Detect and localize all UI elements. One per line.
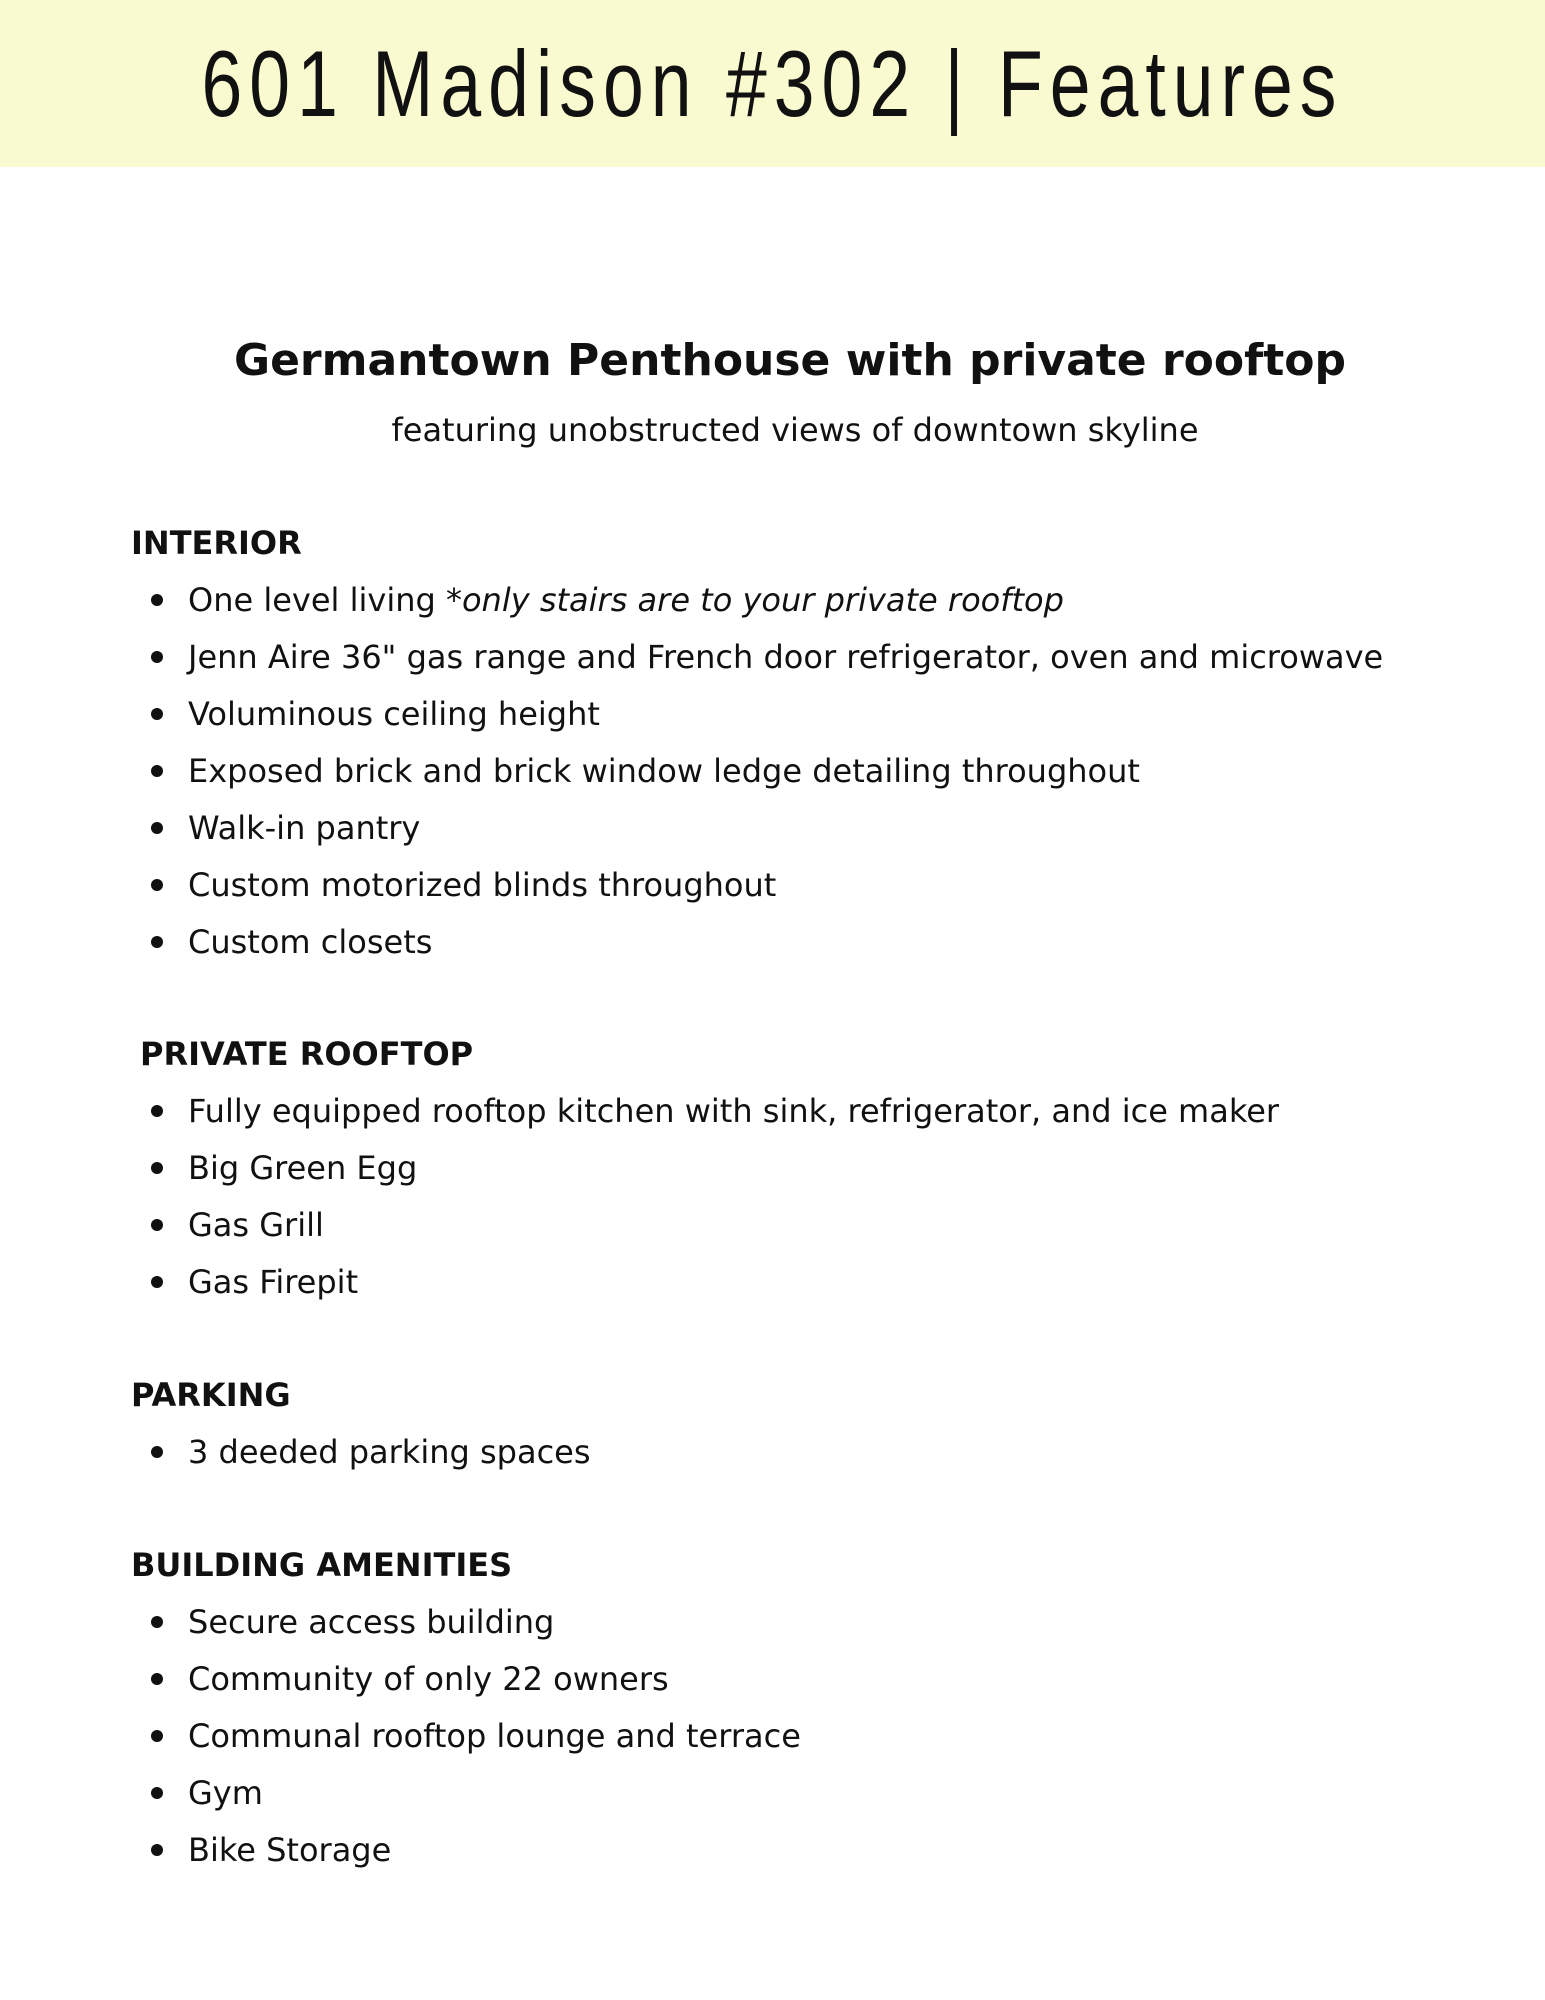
- list-item: [147, 863, 1383, 920]
- section-heading-private-rooftop: PRIVATE ROOFTOP: [140, 1035, 474, 1073]
- bullet-icon: [151, 822, 163, 834]
- list-item-text: Communal rooftop lounge and terrace: [188, 1717, 801, 1755]
- list-item: [147, 635, 1383, 692]
- list-item: [147, 806, 1383, 863]
- list-item-text: Secure access building: [188, 1603, 555, 1641]
- amenities-feature-list: [147, 1600, 801, 1885]
- list-item: [147, 1203, 1279, 1260]
- list-item-text: Gym: [188, 1774, 263, 1812]
- bullet-icon: [151, 1787, 163, 1799]
- list-item: [147, 920, 1383, 977]
- interior-feature-list: [147, 578, 1383, 977]
- bullet-icon: [151, 1162, 163, 1174]
- list-item: [147, 578, 1383, 635]
- list-item-text: Big Green Egg: [188, 1149, 418, 1187]
- bullet-icon: [151, 1446, 163, 1458]
- bullet-icon: [151, 651, 163, 663]
- page-title: 601 Madison #302 | Features: [201, 30, 1344, 136]
- document-title: Germantown Penthouse with private rooftop: [233, 335, 1347, 386]
- section-heading-interior: INTERIOR: [131, 524, 302, 562]
- bullet-icon: [151, 594, 163, 606]
- list-item: [147, 1657, 801, 1714]
- bullet-icon: [151, 1730, 163, 1742]
- list-item-text: Gas Grill: [188, 1206, 324, 1244]
- list-item-text: Fully equipped rooftop kitchen with sink, refrigerator, and ice maker: [188, 1092, 1280, 1130]
- document-subtitle: featuring unobstructed views of downtown skyline: [391, 411, 1199, 449]
- list-item-text: One level living: [188, 581, 446, 619]
- list-item-text: Custom closets: [188, 923, 433, 961]
- list-item: [147, 749, 1383, 806]
- list-item-text: Exposed brick and brick window ledge detailing throughout: [188, 752, 1140, 790]
- bullet-icon: [151, 936, 163, 948]
- bullet-icon: [151, 879, 163, 891]
- list-item: [147, 1714, 801, 1771]
- list-item-note: *only stairs are to your private rooftop: [445, 581, 1064, 619]
- list-item: [147, 692, 1383, 749]
- bullet-icon: [151, 1616, 163, 1628]
- list-item: [147, 1600, 801, 1657]
- list-item-text: Voluminous ceiling height: [188, 695, 600, 733]
- list-item-text: 3 deeded parking spaces: [188, 1433, 591, 1471]
- bullet-icon: [151, 765, 163, 777]
- bullet-icon: [151, 1844, 163, 1856]
- section-heading-parking: PARKING: [131, 1376, 291, 1414]
- list-item: [147, 1771, 801, 1828]
- list-item-text: Bike Storage: [188, 1831, 392, 1869]
- list-item-text: Gas Firepit: [188, 1263, 359, 1301]
- parking-feature-list: [147, 1430, 591, 1487]
- list-item-text: Custom motorized blinds throughout: [188, 866, 777, 904]
- list-item: [147, 1146, 1279, 1203]
- list-item: [147, 1089, 1279, 1146]
- list-item: [147, 1260, 1279, 1317]
- list-item-text: Jenn Aire 36" gas range and French door refrigerator, oven and microwave: [188, 638, 1384, 676]
- rooftop-feature-list: [147, 1089, 1279, 1317]
- bullet-icon: [151, 1276, 163, 1288]
- section-heading-building-amenities: BUILDING AMENITIES: [131, 1546, 513, 1584]
- bullet-icon: [151, 1673, 163, 1685]
- list-item-text: Community of only 22 owners: [188, 1660, 669, 1698]
- list-item: [147, 1430, 591, 1487]
- bullet-icon: [151, 1105, 163, 1117]
- list-item-text: Walk-in pantry: [188, 809, 421, 847]
- bullet-icon: [151, 1219, 163, 1231]
- list-item: [147, 1828, 801, 1885]
- bullet-icon: [151, 708, 163, 720]
- header-band: [0, 0, 1545, 167]
